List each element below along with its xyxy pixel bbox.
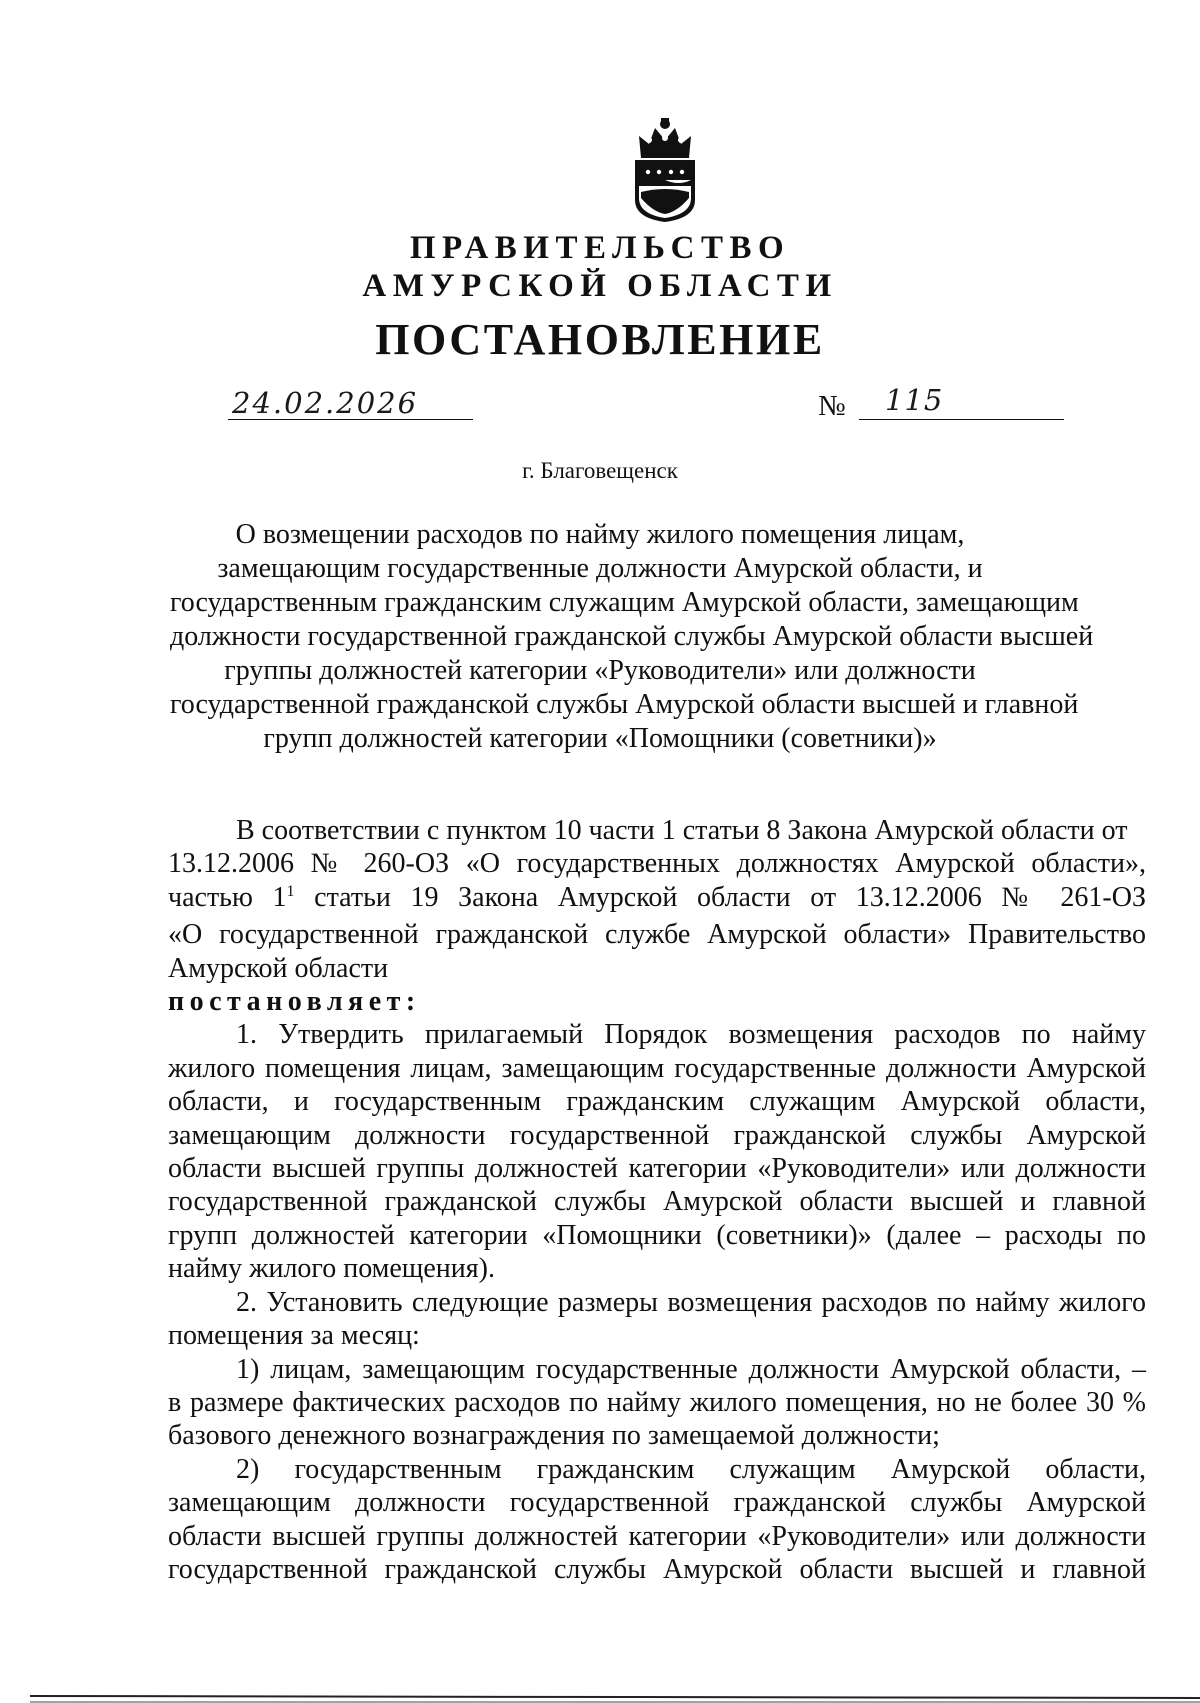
preamble-line: «О государственной гражданской службе Амурской области» Правительство bbox=[168, 919, 1146, 951]
subitem2-line: замещающим должности государственной гражданской службы Амурской bbox=[168, 1487, 1146, 1519]
subitem2-line: государственной гражданской службы Амурской области высшей и главной bbox=[168, 1553, 1146, 1585]
number-underline bbox=[859, 419, 1064, 420]
item2-line: 2. Установить следующие размеры возмещения расходов по найму жилого bbox=[236, 1286, 1146, 1318]
item1-line: государственной гражданской службы Амурской области высшей и главной bbox=[168, 1186, 1146, 1218]
government-name-line2: АМУРСКОЙ ОБЛАСТИ bbox=[362, 268, 838, 304]
item1-line: групп должностей категории «Помощники (советники)» (далее – расходы по bbox=[168, 1219, 1146, 1251]
decree-word: постановляет: bbox=[168, 986, 421, 1018]
preamble-text: частью 1 bbox=[168, 881, 287, 913]
subitem2-line: 2) государственным гражданским служащим Амурской области, bbox=[236, 1453, 1146, 1485]
item1-line: области высшей группы должностей категории «Руководители» или должности bbox=[168, 1153, 1146, 1185]
preamble-line: 13.12.2006 № 260-ОЗ «О государственных должностях Амурской области», bbox=[168, 848, 1146, 880]
title-line: замещающим государственные должности Амурской области, и bbox=[217, 553, 983, 584]
preamble-line: Амурской области bbox=[168, 952, 389, 984]
title-line: государственным гражданским служащим Амурской области, замещающим bbox=[170, 587, 1079, 618]
city: г. Благовещенск bbox=[522, 458, 678, 483]
government-name-line1: ПРАВИТЕЛЬСТВО bbox=[409, 230, 791, 266]
title-line: О возмещении расходов по найму жилого помещения лицам, bbox=[235, 519, 965, 550]
preamble-line: В соответствии с пунктом 10 части 1 статьи 8 Закона Амурской области от bbox=[236, 815, 1128, 846]
subitem1-line: базового денежного вознаграждения по замещаемой должности; bbox=[168, 1420, 940, 1452]
title-line: групп должностей категории «Помощники (советники)» bbox=[263, 723, 937, 754]
document-body bbox=[168, 814, 1146, 1586]
subitem2-line: области высшей группы должностей категории «Руководители» или должности bbox=[168, 1520, 1146, 1552]
item1-line: замещающим должности государственной гражданской службы Амурской bbox=[168, 1119, 1146, 1151]
superscript: 1 bbox=[286, 882, 295, 900]
scan-edge-artifact bbox=[30, 1678, 1200, 1703]
item1-line: 1. Утвердить прилагаемый Порядок возмещения расходов по найму bbox=[236, 1019, 1146, 1051]
item1-line: найму жилого помещения). bbox=[168, 1253, 495, 1285]
title-line: группы должностей категории «Руководители» или должности bbox=[224, 655, 976, 686]
item1-line: жилого помещения лицам, замещающим государственные должности Амурской bbox=[168, 1052, 1146, 1084]
title-line: государственной гражданской службы Амурской области высшей и главной bbox=[170, 689, 1079, 720]
preamble-text: статьи 19 Закона Амурской области от 13.12.2006 № 261-ОЗ bbox=[314, 881, 1146, 913]
title-line: должности государственной гражданской службы Амурской области высшей bbox=[170, 621, 1094, 652]
handwritten-date: 24.02.2026 bbox=[232, 386, 419, 420]
preamble-line bbox=[168, 881, 1146, 918]
item1-line: области, и государственным гражданским служащим Амурской области, bbox=[168, 1086, 1146, 1118]
document-title bbox=[170, 518, 1094, 756]
coat-of-arms-icon bbox=[631, 118, 699, 222]
subitem1-line: 1) лицам, замещающим государственные должности Амурской области, – bbox=[236, 1353, 1146, 1385]
number-label: № bbox=[818, 390, 846, 422]
item2-line: помещения за месяц: bbox=[168, 1320, 420, 1352]
subitem1-line: в размере фактических расходов по найму жилого помещения, но не более 30 % bbox=[168, 1386, 1146, 1418]
document-type-title: ПОСТАНОВЛЕНИЕ bbox=[375, 315, 825, 364]
handwritten-number: 115 bbox=[885, 383, 944, 417]
date-underline bbox=[228, 419, 473, 420]
